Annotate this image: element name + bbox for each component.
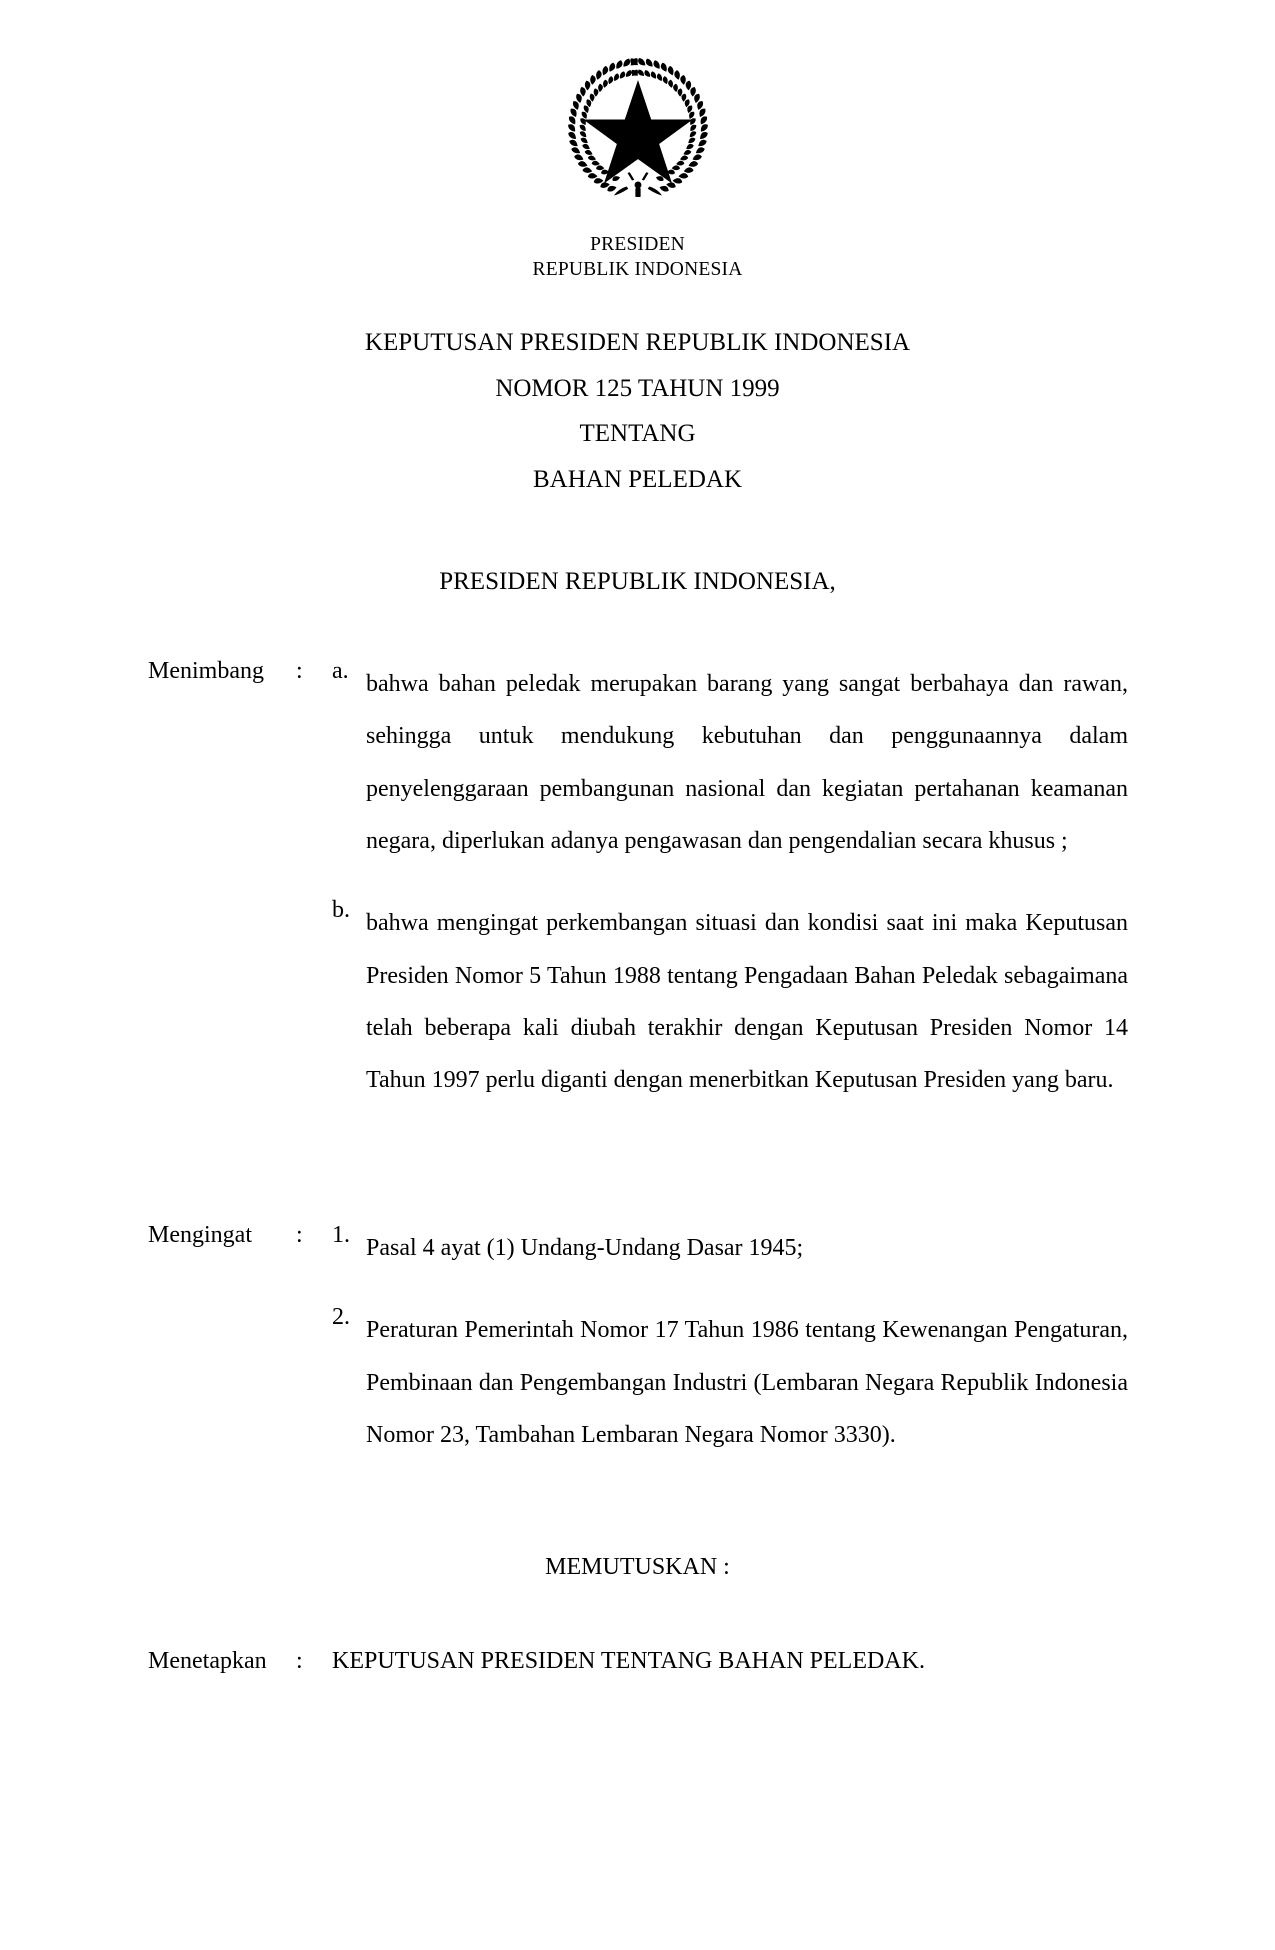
title-line-decree: KEPUTUSAN PRESIDEN REPUBLIK INDONESIA <box>364 329 911 356</box>
menetapkan-text: KEPUTUSAN PRESIDEN TENTANG BAHAN PELEDAK. <box>332 1648 925 1674</box>
item-text-1: Pasal 4 ayat (1) Undang-Undang Dasar 1945; <box>366 1235 804 1261</box>
mengingat-label: Mengingat <box>148 1222 252 1248</box>
item-marker-2: 2. <box>332 1304 350 1331</box>
enacting-authority: PRESIDEN REPUBLIK INDONESIA, <box>439 568 836 595</box>
header-line-presiden: PRESIDEN <box>590 234 685 255</box>
header-line-republik-indonesia: REPUBLIK INDONESIA <box>532 259 743 281</box>
item-text-b: bahwa mengingat perkembangan situasi dan kondisi saat ini maka Keputusan Presiden Nomor 5 Tahun 1988 tentang Pengadaan Bahan Peledak sebagaimana telah beberapa kali diubah terakhir dengan Keputusan Presiden Nomor 14 Tahun 1997 perlu diganti dengan menerbitkan Keputusan Presiden yang baru. <box>366 910 1128 1094</box>
item-text-2: Peraturan Pemerintah Nomor 17 Tahun 1986 tentang Kewenangan Pengaturan, Pembinaan dan Pengembangan Industri (Lembaran Negara Republik Indonesia Nomor 23, Tambahan Lembaran Negara Nomor 3330). <box>366 1317 1128 1448</box>
clause-mengingat <box>148 1222 1128 1461</box>
memutuskan-heading: MEMUTUSKAN : <box>545 1554 730 1580</box>
menimbang-colon: : <box>296 658 303 684</box>
mengingat-items <box>332 1222 1128 1461</box>
list-item <box>332 1222 1128 1274</box>
menimbang-items <box>332 658 1128 1107</box>
menetapkan-colon: : <box>296 1648 303 1674</box>
clause-menimbang <box>148 658 1128 1107</box>
clause-menetapkan <box>148 1648 1128 1675</box>
emblem-container <box>0 42 1275 214</box>
document-title-block <box>0 320 1275 502</box>
garuda-star-wreath-emblem <box>563 42 713 214</box>
menimbang-label: Menimbang <box>148 658 264 684</box>
list-item <box>332 658 1128 867</box>
title-line-subject: BAHAN PELEDAK <box>532 465 743 493</box>
item-marker-b: b. <box>332 897 350 924</box>
item-marker-a: a. <box>332 658 349 684</box>
title-line-about: TENTANG <box>579 420 696 447</box>
list-item <box>332 897 1128 1106</box>
list-item <box>332 1304 1128 1461</box>
item-marker-1: 1. <box>332 1222 350 1248</box>
title-line-number: NOMOR 125 TAHUN 1999 <box>495 374 780 402</box>
item-text-a: bahwa bahan peledak merupakan barang yang sangat berbahaya dan rawan, sehingga untuk mendukung kebutuhan dan penggunaannya dalam penyelenggaraan pembangunan nasional dan kegiatan pertahanan keamanan negara, diperlukan adanya pengawasan dan pengendalian secara khusus ; <box>366 671 1128 854</box>
mengingat-colon: : <box>296 1222 303 1248</box>
menetapkan-label: Menetapkan <box>148 1648 267 1674</box>
document-header <box>0 232 1275 283</box>
